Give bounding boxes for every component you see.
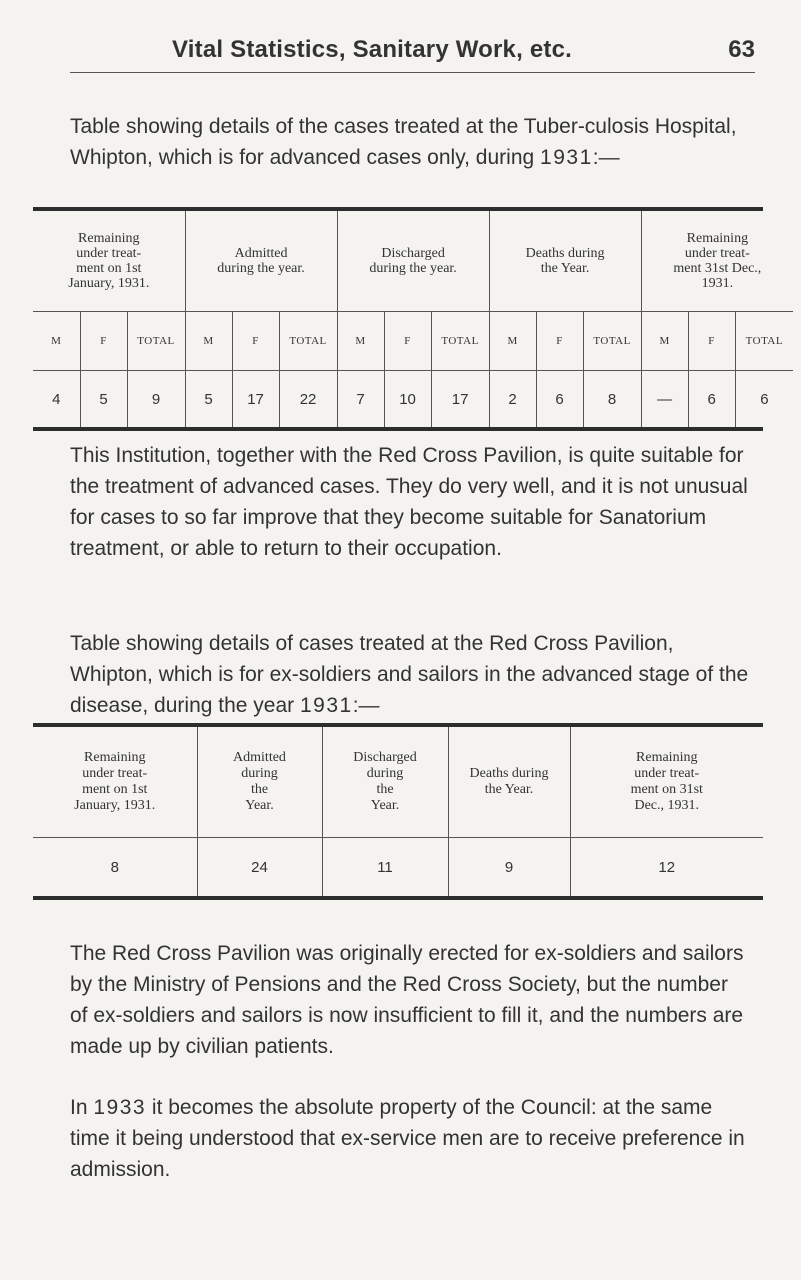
subheader-cell: F (384, 312, 431, 371)
table2-header-cell: Admitted during the Year. (197, 727, 322, 838)
value-cell: 17 (232, 371, 279, 428)
subheader-cell: TOTAL (279, 312, 337, 371)
subheader-cell: F (232, 312, 279, 371)
subheader-cell: TOTAL (431, 312, 489, 371)
value-cell: 6 (688, 371, 735, 428)
value-cell: 9 (448, 838, 570, 897)
paragraph-institution: This Institution, together with the Red Cross Pavilion, is quite suitable for the treatment of advanced cases. They do very well, and it is not unusual for cases to so far improve that they become suitable for Sanatorium treatment, or able to return to their occupation. (70, 444, 748, 560)
subheader-cell: M (641, 312, 688, 371)
subheader-cell: F (536, 312, 583, 371)
subheader-cell: TOTAL (127, 312, 185, 371)
value-cell: 17 (431, 371, 489, 428)
table1-grid (33, 211, 793, 427)
value-cell: 11 (322, 838, 448, 897)
header-rule (70, 72, 755, 73)
subheader-cell: M (337, 312, 384, 371)
tuberculosis-hospital-table (33, 207, 784, 431)
paragraph-council-property: In 1933 it becomes the absolute property of the Council: at the same time it being understood that ex-service men are to receive preference in admission. (70, 1096, 745, 1181)
subheader-cell: TOTAL (583, 312, 641, 371)
table2-caption: Table showing details of cases treated at the Red Cross Pavilion, Whipton, which is for ex-soldiers and sailors in the advanced stage of the disease, during the year 1931:— (70, 632, 749, 717)
table1-header-cell: Remaining under treat- ment 31st Dec., 1931. (673, 231, 762, 291)
value-cell: 22 (279, 371, 337, 428)
running-title: Vital Statistics, Sanitary Work, etc. (172, 36, 573, 63)
table1-header-cell: Admitted during the year. (185, 211, 337, 312)
table1-subheader-row (33, 312, 793, 371)
subheader-cell: F (688, 312, 735, 371)
table-bottom-rule (33, 427, 763, 431)
page-header (70, 36, 755, 78)
subheader-cell: M (185, 312, 232, 371)
value-cell: 10 (384, 371, 431, 428)
value-cell: 9 (127, 371, 185, 428)
table-row (33, 371, 793, 428)
value-cell: 6 (735, 371, 793, 428)
table1-header-cell: Deaths during the Year. (489, 211, 641, 312)
table2-header-cell: Deaths during the Year. (448, 727, 570, 838)
paragraph-red-cross-pavilion: The Red Cross Pavilion was originally erected for ex-soldiers and sailors by the Ministry of Pensions and the Red Cross Society, but the number of ex-soldiers and sailors is now insufficient to fill it, and the numbers are made up by civilian patients. (70, 942, 744, 1058)
subheader-cell: M (33, 312, 80, 371)
table2-grid (33, 727, 763, 896)
table-bottom-rule (33, 896, 763, 900)
value-cell: 2 (489, 371, 536, 428)
value-cell: 5 (185, 371, 232, 428)
page-number: 63 (728, 36, 755, 63)
table2-header-cell: Remaining under treat- ment on 31st Dec., 1931. (630, 750, 703, 813)
table2-header-cell: Remaining under treat- ment on 1st January, 1931. (33, 727, 197, 838)
subheader-cell: M (489, 312, 536, 371)
value-cell: 7 (337, 371, 384, 428)
table2-header-row (33, 727, 763, 838)
value-cell: 5 (80, 371, 127, 428)
table-row (33, 838, 763, 897)
table1-header-cell: Discharged during the year. (337, 211, 489, 312)
value-cell: 6 (536, 371, 583, 428)
value-cell: 8 (33, 838, 197, 897)
value-cell: 24 (197, 838, 322, 897)
value-cell: 12 (570, 838, 763, 897)
red-cross-pavilion-table (33, 723, 763, 900)
subheader-cell: F (80, 312, 127, 371)
value-cell: — (641, 371, 688, 428)
table1-header-cell: Remaining under treat- ment on 1st January, 1931. (33, 211, 185, 312)
table1-caption: Table showing details of the cases treated at the Tuber-culosis Hospital, Whipton, which is for advanced cases only, during 1931:— (70, 115, 737, 169)
subheader-cell: TOTAL (735, 312, 793, 371)
value-cell: 4 (33, 371, 80, 428)
table2-header-cell: Discharged during the Year. (322, 727, 448, 838)
table1-header-row (33, 211, 793, 312)
value-cell: 8 (583, 371, 641, 428)
